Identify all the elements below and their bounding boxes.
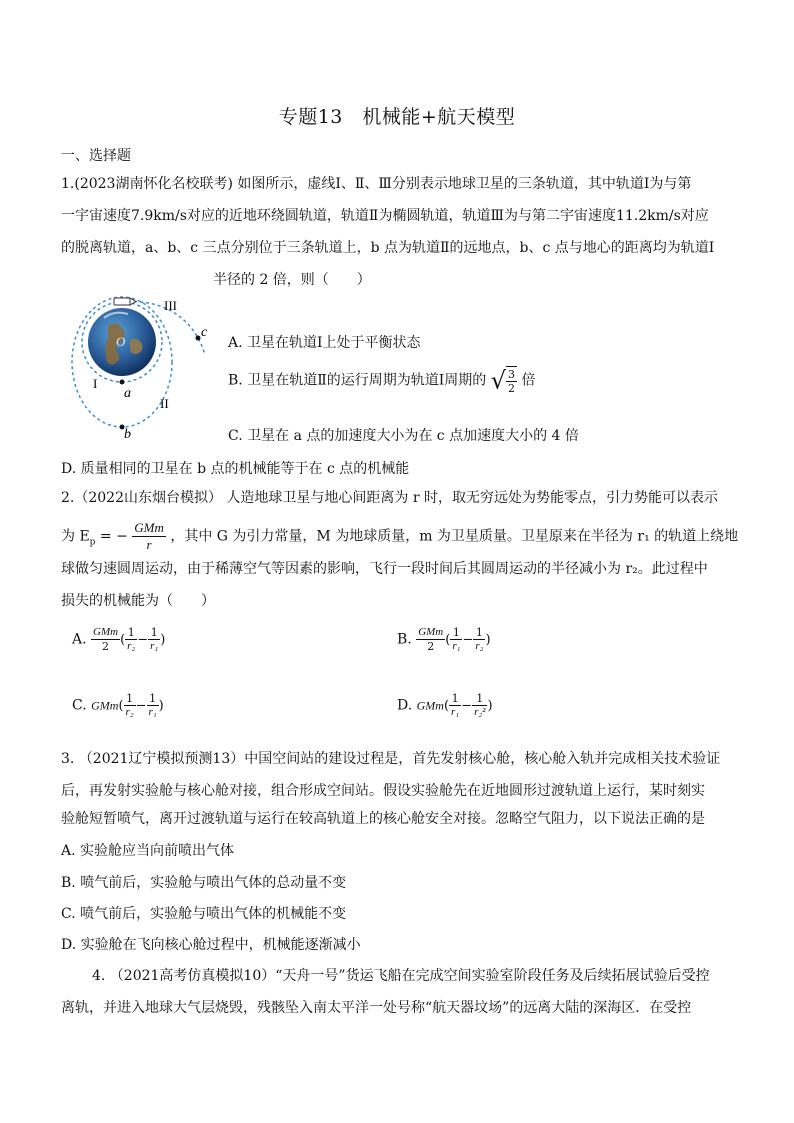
q2-line-3: 球做匀速圆周运动，由于稀薄空气等因素的影响，飞行一段时间后其圆周运动的半径减小为 r₂。此过程中 [61,561,708,577]
point-c-dot [196,336,201,341]
q3-option-b[interactable]: B. 喷气前后，实验舱与喷出气体的总动量不变 [61,875,347,891]
q2-option-a[interactable]: A. $\frac{\text{GMm}}{2}$ ( $\frac{1}{\text{r₂}}$ − $\frac{1}{\text{r₁}}$ ) [72,626,166,653]
q1-option-a[interactable]: A. 卫星在轨道Ⅰ上处于平衡状态 [228,335,421,351]
q1-option-b-suffix: 倍 [521,372,536,389]
q2-option-c[interactable]: C. GMm( $\frac{1}{\text{r₂}}$ − $\frac{1}{\text{r₁}}$ ) [72,692,164,718]
q3-option-a[interactable]: A. 实验舱应当向前喷出气体 [61,843,235,859]
q4-line-1: 4. （2021高考仿真模拟10）“天舟一号”货运飞船在完成空间实验室阶段任务及后续拓展试验后受控 [92,968,710,984]
q1-option-b-text: B. 卫星在轨道Ⅱ的运行周期为轨道Ⅰ周期的 [228,372,487,389]
label-orbit-i: I [93,376,98,391]
q1-line-4: 半径的 2 倍，则（ ） [213,272,371,288]
q3-option-c[interactable]: C. 喷气前后，实验舱与喷出气体的机械能不变 [61,906,347,922]
label-b: b [124,427,131,440]
label-c: c [201,325,208,340]
label-orbit-iii: III [164,298,177,313]
q1-line-2: 一宇宙速度7.9km/s对应的近地环绕圆轨道，轨道Ⅱ为椭圆轨道，轨道Ⅲ为与第二宇宙速度11.2km/s对应 [61,208,709,224]
point-a-dot [120,380,125,385]
orbit-diagram [60,290,220,440]
q2-line-1: 2.（2022山东烟台模拟） 人造地球卫星与地心间距离为 r 时，取无穷远处为势能零点，引力势能可以表示 [61,490,719,506]
satellite-icon [114,298,130,305]
q1-option-b[interactable] [228,366,535,395]
q3-line-2: 后，再发射实验舱与核心舱对接，组合形成空间站。假设实验舱先在近地圆形过渡轨道上运行，某时刻实 [61,783,705,799]
q1-option-c[interactable]: C. 卫星在 a 点的加速度大小为在 c 点加速度大小的 4 倍 [228,428,579,444]
q3-line-3: 验舱短暂喷气，离开过渡轨道与运行在较高轨道上的核心舱安全对接。忽略空气阻力，以下说法正确的是 [61,811,705,827]
section-heading: 一、选择题 [61,148,131,164]
q2-line-4: 损失的机械能为（ ） [61,593,215,609]
label-o: O [116,334,126,349]
q3-line-1: 3. （2021辽宁模拟预测13）中国空间站的建设过程是，首先发射核心舱，核心舱入轨并完成相关技术验证 [61,751,721,767]
q2-option-d[interactable]: D. GMm( $\frac{1}{\text{r₁}}$ − $\frac{1}{\text{r₂²}}$ ) [397,692,493,718]
q4-line-2: 离轨，并进入地球大气层烧毁，残骸坠入南太平洋一处号称“航天器坟场”的远离大陆的深海区．在受控 [61,1000,692,1016]
q3-option-d[interactable]: D. 实验舱在飞向核心舱过程中，机械能逐渐减小 [61,937,361,953]
page-title: 专题13 机械能+航天模型 [278,106,516,128]
sqrt-fraction: √ $\frac{3}{2}$ [490,366,515,395]
q2-line-2: 为 $E_p$ = − $\frac{\text{GMm}}{r}$ ，其中 G 为引力常量，M 为地球质量，m 为卫星质量。卫星原来在半径为 r₁ 的轨道上绕地 [61,520,739,552]
q1-line-1: 1.(2023湖南怀化名校联考) 如图所示，虚线Ⅰ、Ⅱ、Ⅲ分别表示地球卫星的三条轨道，其中轨道Ⅰ为与第 [61,176,692,192]
q2-option-b[interactable]: B. $\frac{\text{GMm}}{2}$ ( $\frac{1}{\text{r₁}}$ − $\frac{1}{\text{r₂}}$ ) [397,626,491,653]
q1-line-3: 的脱离轨道，a、b、c 三点分别位于三条轨道上，b 点为轨道Ⅱ的远地点，b、c 点与地心的距离均为轨道Ⅰ [61,240,715,256]
label-a: a [124,386,131,401]
label-orbit-ii: II [160,396,169,411]
q1-option-d[interactable]: D. 质量相同的卫星在 b 点的机械能等于在 c 点的机械能 [61,461,410,477]
